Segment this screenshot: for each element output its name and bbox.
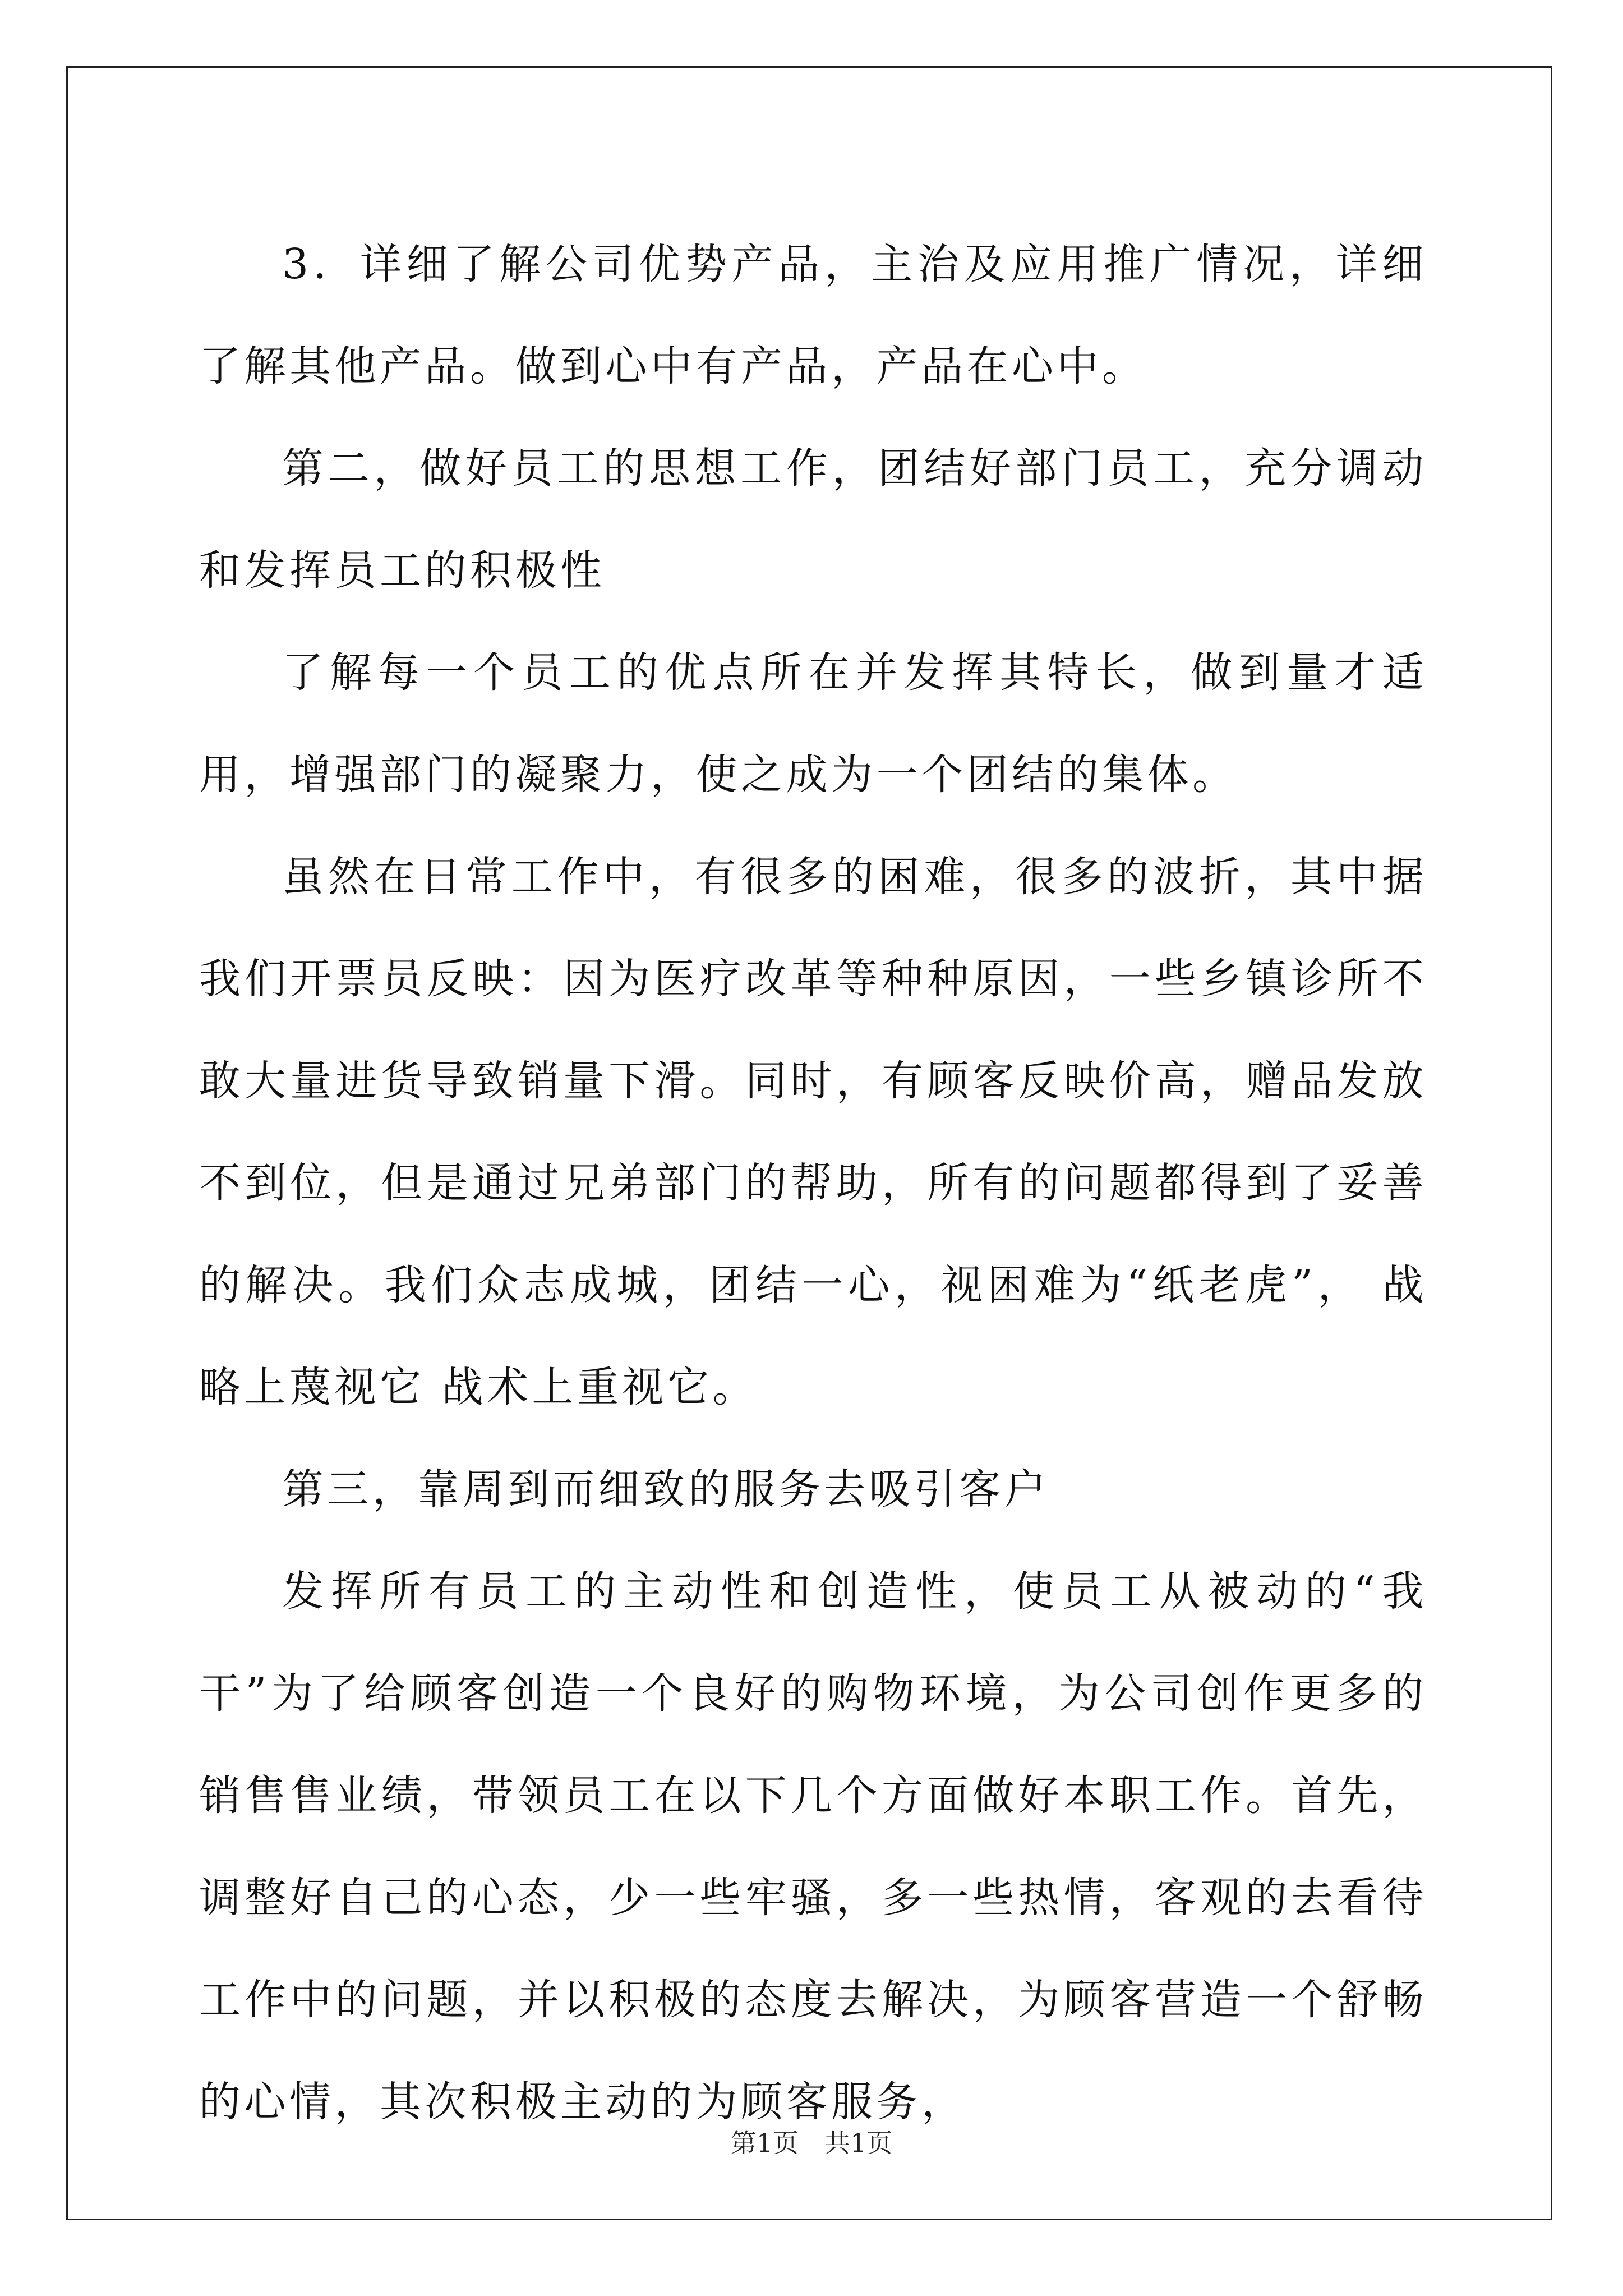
paragraph-heading-employee-work: 第二，做好员工的思想工作，团结好部门员工，充分调动和发挥员工的积极性 xyxy=(199,444,1427,595)
paragraph-difficulties: 虽然在日常工作中，有很多的困难，很多的波折，其中据我们开票员反映：因为医疗改革等种种原因，一些乡镇诊所不敢大量进货导致销量下滑。同时，有顾客反映价高，赠品发放不到位，但是通过兄弟部门的帮助，所有的问题都得到了妥善的解决。我们众志成城，团结一心，视困难为“纸老虎”， 战略上蔑视它 战术上重视它。 xyxy=(199,853,1427,1411)
page-footer: 第1页 共1页 xyxy=(730,2128,893,2158)
paragraph-initiative: 发挥所有员工的主动性和创造性，使员工从被动的“我干”为了给顾客创造一个良好的购物环境，为公司创作更多的销售售业绩，带领员工在以下几个方面做好本职工作。首先，调整好自己的心态，少一些牢骚，多一些热情，客观的去看待工作中的问题，并以积极的态度去解决，为顾客营造一个舒畅的心情，其次积极主动的为顾客服务， xyxy=(199,1567,1427,2126)
paragraph-employee-strengths: 了解每一个员工的优点所在并发挥其特长，做到量才适用，增强部门的凝聚力，使之成为一个团结的集体。 xyxy=(199,648,1427,799)
paragraph-heading-service: 第三，靠周到而细致的服务去吸引客户 xyxy=(282,1465,1050,1513)
paragraph-product-knowledge: 3．详细了解公司优势产品，主治及应用推广情况，详细了解其他产品。做到心中有产品，产品在心中。 xyxy=(199,240,1427,390)
document-body xyxy=(199,213,1427,2153)
